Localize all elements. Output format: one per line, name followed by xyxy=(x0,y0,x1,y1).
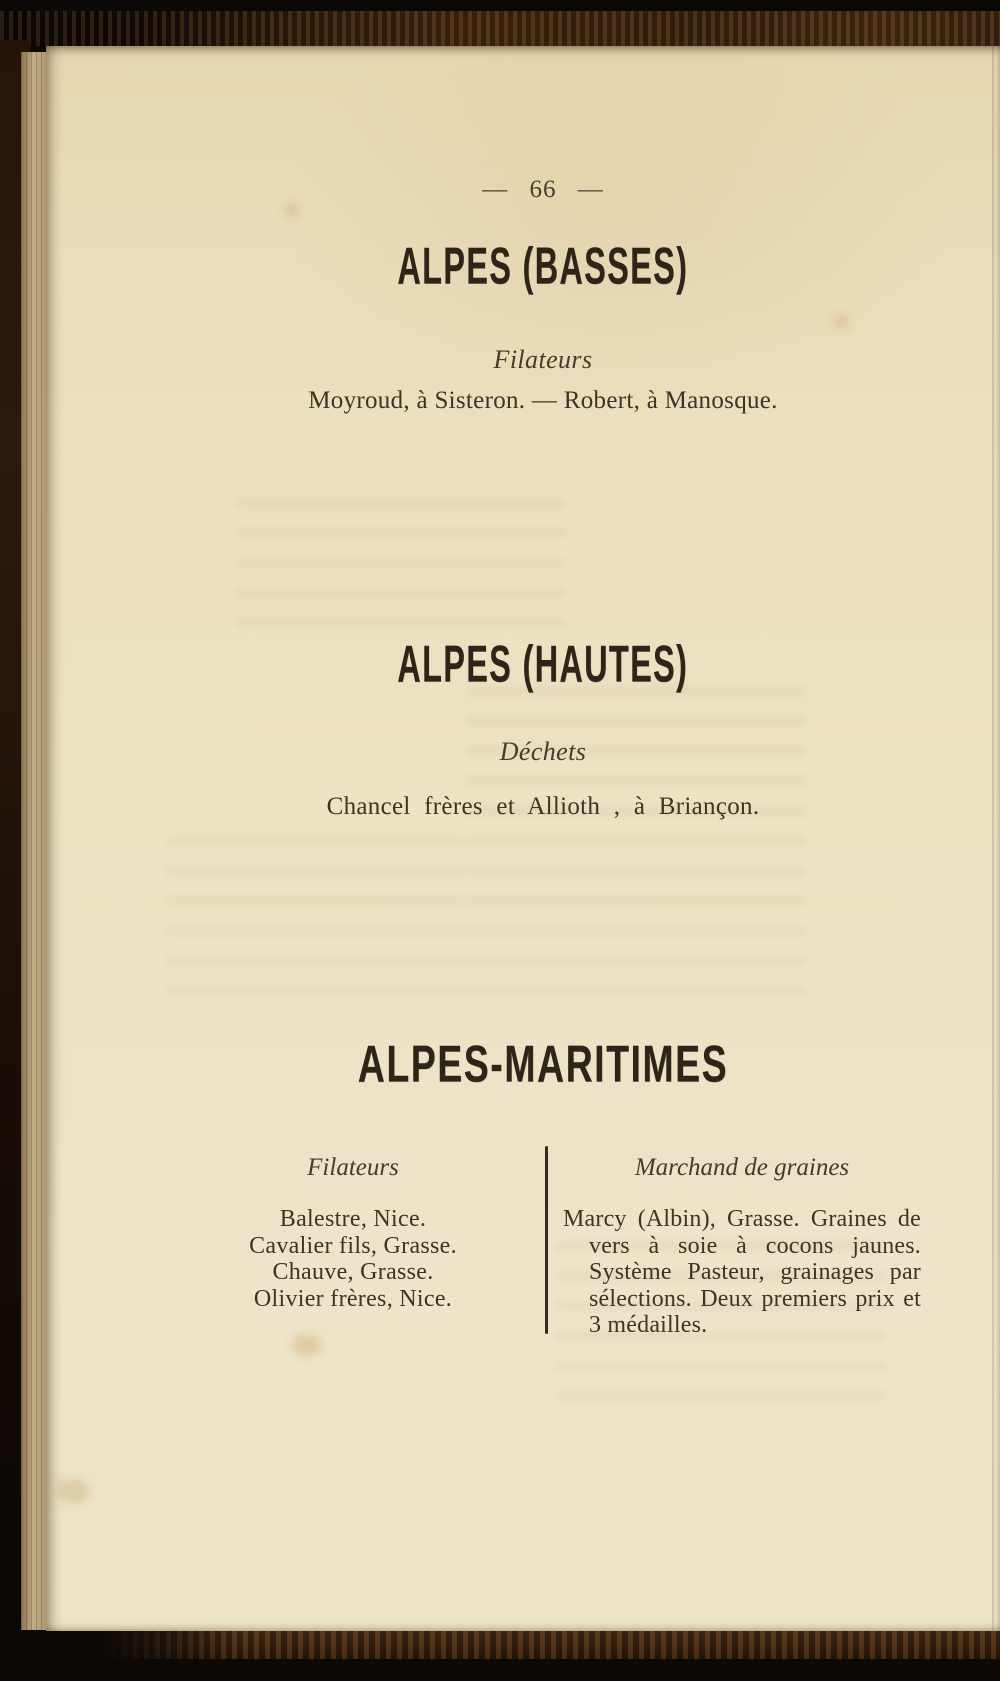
page-number: — 66 — xyxy=(482,176,604,203)
book-page xyxy=(46,46,1000,1631)
section-title-alpes-maritimes xyxy=(66,1034,1000,1094)
list-item: Chauve, Grasse. xyxy=(272,1259,434,1285)
section-title-alpes-hautes xyxy=(66,634,1000,694)
section-entry-line: Moyroud, à Sisteron. — Robert, à Manosque. xyxy=(308,387,778,414)
list-item: Balestre, Nice. xyxy=(279,1206,427,1232)
filateurs-list xyxy=(165,1206,541,1312)
list-item: Cavalier fils, Grasse. xyxy=(249,1232,457,1259)
page-stack-edge xyxy=(21,52,48,1630)
section-title-text: ALPES (BASSES) xyxy=(397,236,689,296)
marchand-entry-paragraph: Marcy (Albin), Grasse. Graines de vers à soie à cocons jaunes. Système Pasteur, grainages par sélections. Deux premiers prix et 3 médailles. xyxy=(563,1206,921,1338)
list-item: Olivier frères, Nice. xyxy=(253,1285,453,1312)
section-entry-line: Chancel frères et Allioth , à Briançon. xyxy=(326,793,760,820)
column-divider-rule xyxy=(545,1146,548,1334)
wood-shelf-bottom xyxy=(100,1631,1000,1659)
column-header-filateurs: Filateurs xyxy=(307,1154,399,1181)
column-header-marchand: Marchand de graines xyxy=(634,1154,850,1181)
print-block xyxy=(66,46,1000,1631)
section-subtitle-dechets: Déchets xyxy=(499,737,587,766)
section-title-text: ALPES-MARITIMES xyxy=(357,1034,729,1094)
two-column-block xyxy=(66,1154,1000,1414)
section-subtitle-filateurs: Filateurs xyxy=(493,345,593,374)
section-title-text: ALPES (HAUTES) xyxy=(397,634,689,694)
section-title-alpes-basses xyxy=(66,236,1000,296)
wood-shelf-top xyxy=(0,11,1000,46)
